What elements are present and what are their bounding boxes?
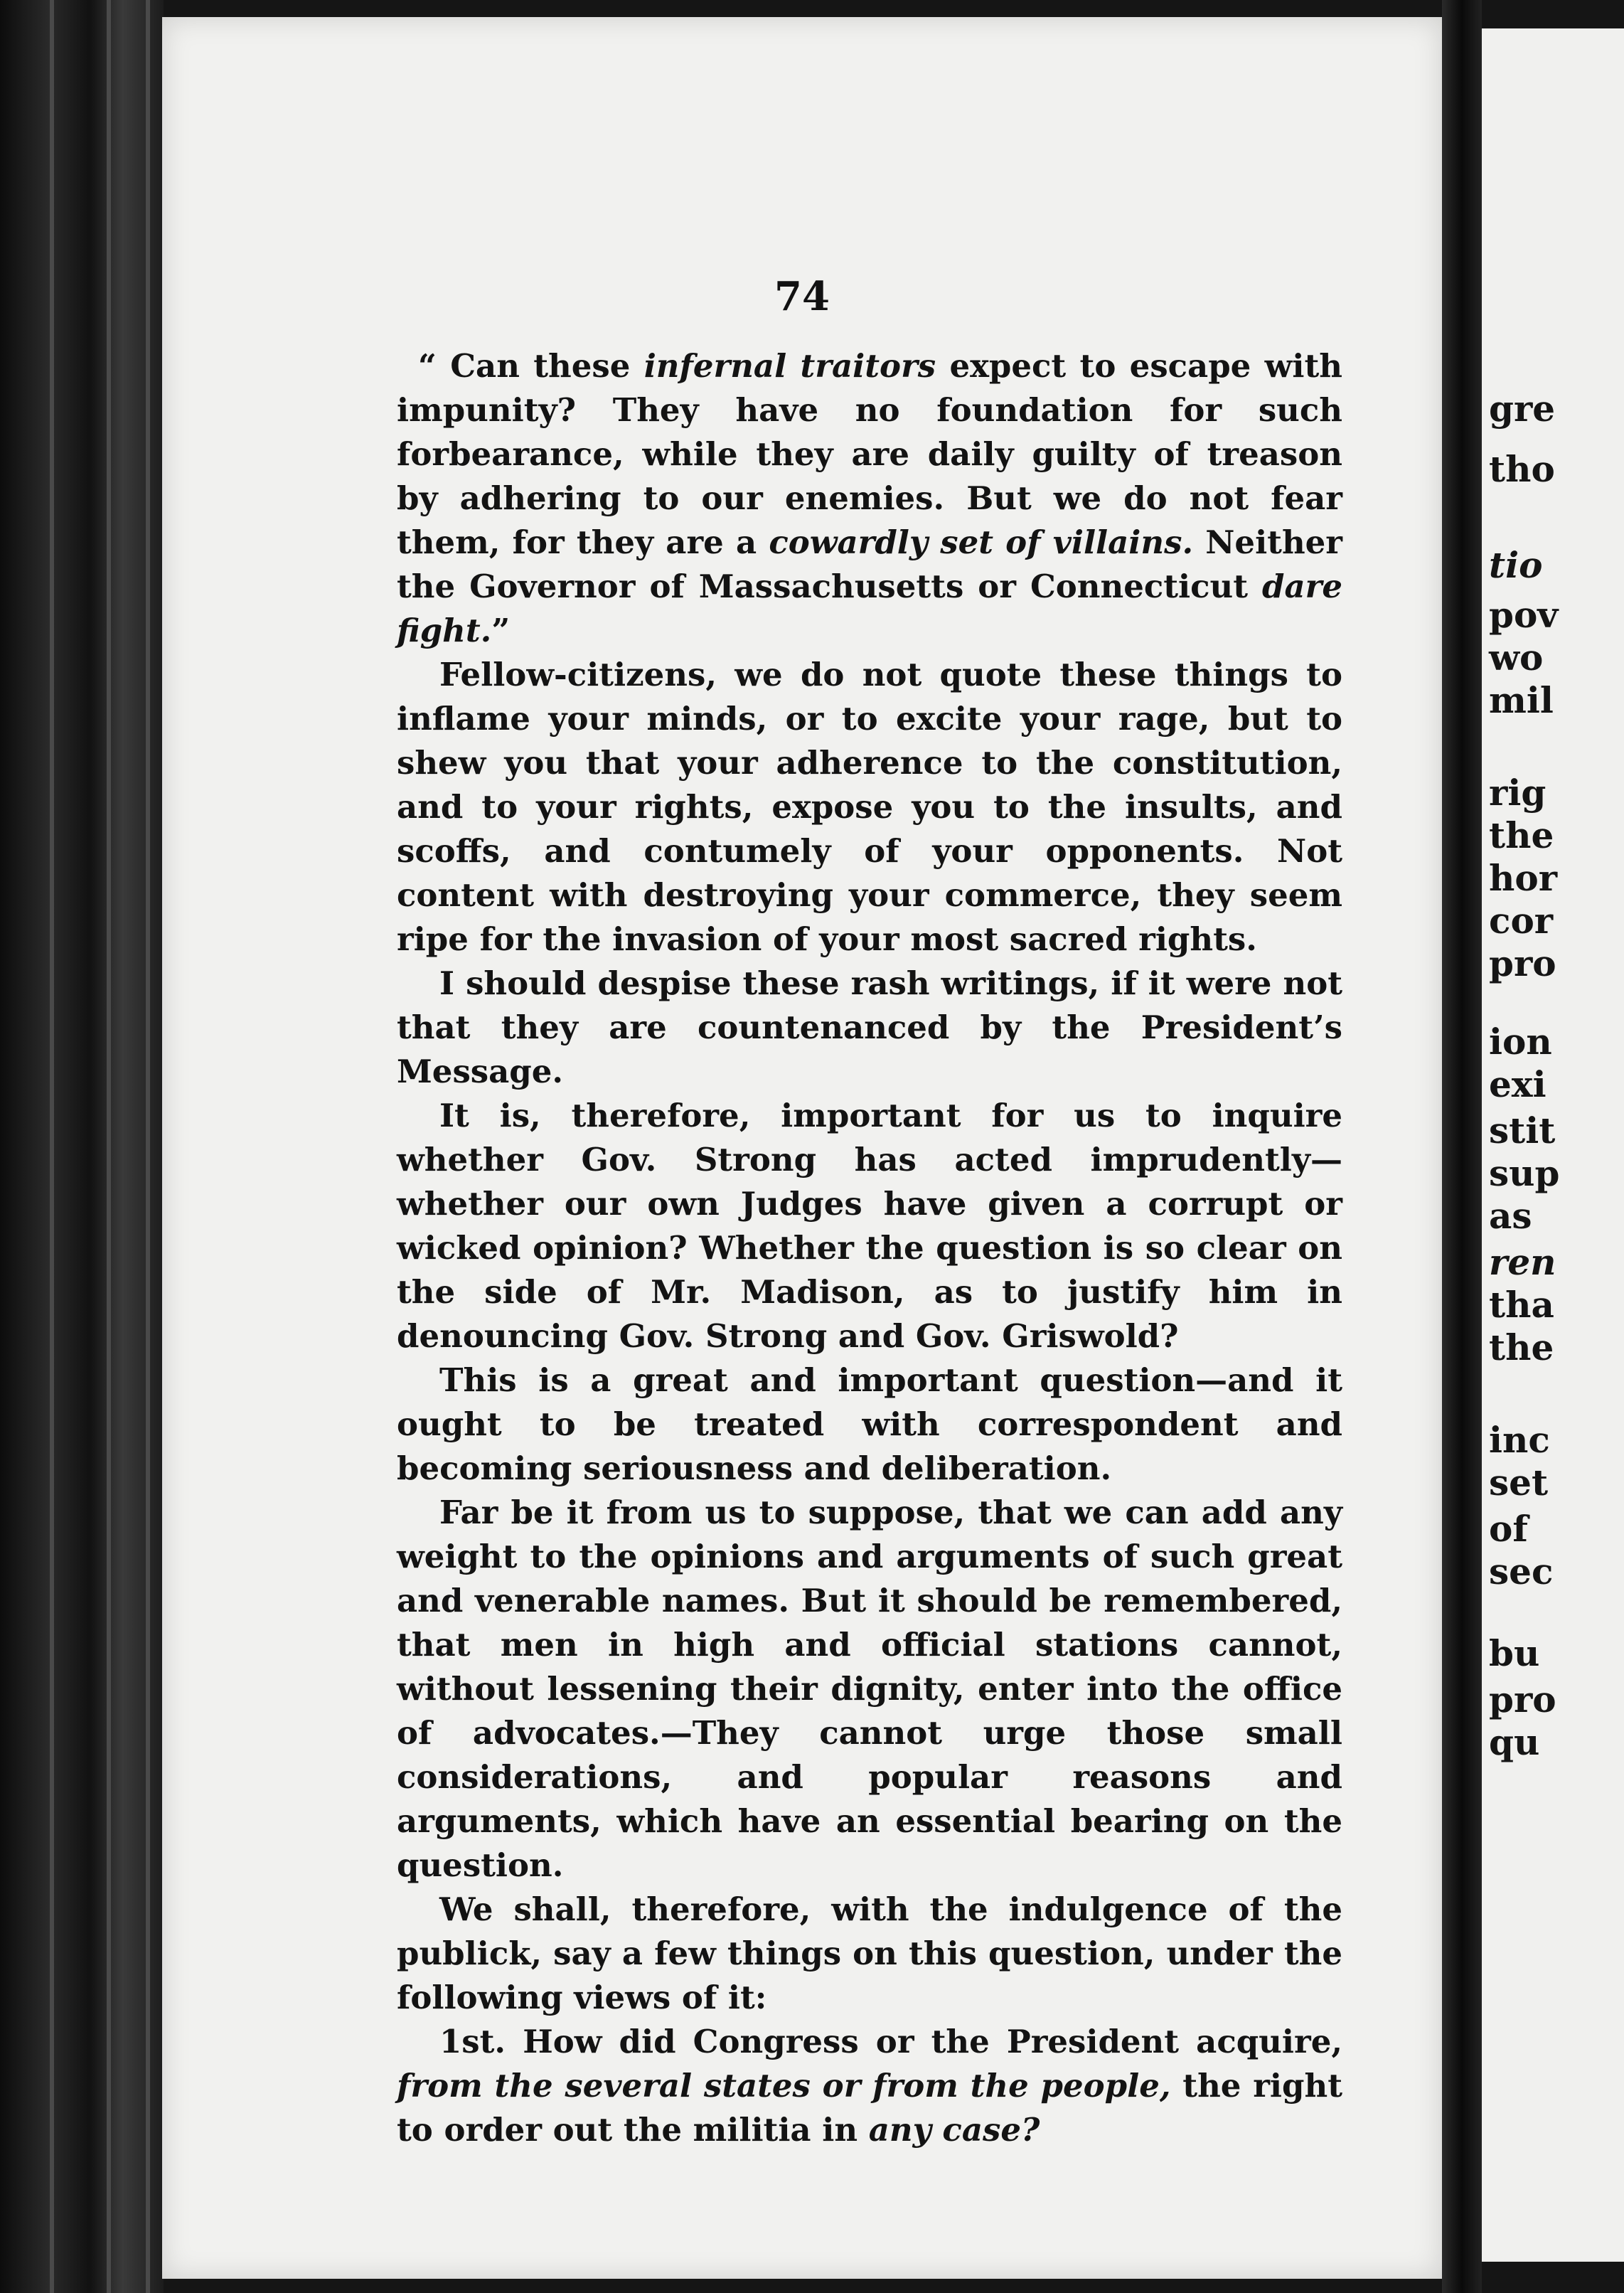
- facing-page-line: wo: [1489, 637, 1544, 679]
- text-run: ”: [491, 612, 511, 649]
- page-number: 74: [774, 273, 830, 320]
- italic-text-run: from the several states or from the people,: [397, 2067, 1171, 2105]
- binding-stripe: [146, 0, 150, 2293]
- paragraph: [397, 1888, 1342, 2020]
- facing-page-line: pro: [1489, 1678, 1556, 1720]
- facing-page-line: mil: [1489, 679, 1554, 721]
- text-run: expect to escape with impunity? They have no foundation for such forbearance, while they are daily guilty of treason by adhering to our enemies. But we do not fear them, for they are a: [397, 347, 1342, 561]
- facing-page-line: as: [1489, 1195, 1532, 1237]
- page-body-text: [397, 344, 1342, 2152]
- facing-page-line: ren: [1489, 1241, 1556, 1283]
- paragraph: [397, 653, 1342, 962]
- facing-page-line: of: [1489, 1508, 1528, 1550]
- paragraph: [397, 1094, 1342, 1358]
- facing-page-line: bu: [1489, 1632, 1540, 1674]
- facing-page-line: hor: [1489, 857, 1558, 899]
- paragraph: [397, 1491, 1342, 1888]
- book-binding-edge: [0, 0, 164, 2293]
- facing-page-line: the: [1489, 1326, 1554, 1368]
- facing-page-line: tio: [1489, 544, 1543, 586]
- text-run: We shall, therefore, with the indulgence of the publick, say a few things on this question, under the following views of it:: [397, 1890, 1342, 2016]
- facing-page-line: sup: [1489, 1152, 1560, 1194]
- text-run: This is a great and important question—and it ought to be treated with correspondent and becoming seriousness and deliberation.: [397, 1361, 1342, 1487]
- facing-page-line: qu: [1489, 1721, 1540, 1763]
- facing-page-line: gre: [1489, 388, 1556, 430]
- paragraph: [397, 344, 1342, 653]
- facing-page-line: pro: [1489, 942, 1556, 984]
- text-run: Neither the Governor of Massachusetts or Connecticut: [397, 523, 1343, 605]
- text-run: Fellow-citizens, we do not quote these things to inflame your minds, or to excite your rage, but to shew you that your adherence to the constitution, and to your rights, expose you to the insults, and scoffs, and contumely of your opponents. Not content with destroying your commerce, they seem ripe for the invasion of your most sacred rights.: [397, 656, 1342, 958]
- paragraph: [397, 1358, 1342, 1491]
- facing-page-line: cor: [1489, 900, 1554, 942]
- facing-page-line: the: [1489, 814, 1554, 856]
- text-run: the right to order out the militia in: [397, 2067, 1342, 2149]
- text-run: 1st. How did Congress or the President acquire,: [439, 2023, 1342, 2060]
- binding-stripe: [50, 0, 54, 2293]
- book-page: [162, 17, 1442, 2279]
- facing-page-line: pov: [1489, 594, 1559, 636]
- paragraph: [397, 962, 1342, 1094]
- italic-text-run: cowardly set of villains.: [769, 523, 1194, 561]
- paragraph: [397, 2020, 1342, 2152]
- facing-page-line: exi: [1489, 1063, 1546, 1105]
- facing-page-line: tha: [1489, 1284, 1554, 1326]
- facing-page-line: rig: [1489, 772, 1546, 814]
- text-run: “ Can these: [418, 347, 644, 385]
- text-run: It is, therefore, important for us to inquire whether Gov. Strong has acted imprudently—whether our own Judges have given a corrupt or wicked opinion? Whether the question is so clear on the side of Mr. Madison, as to justify him in denouncing Gov. Strong and Gov. Griswold?: [397, 1097, 1342, 1355]
- facing-page-line: tho: [1489, 448, 1555, 490]
- text-run: I should despise these rash writings, if it were not that they are countenanced by the President’s Message.: [397, 964, 1342, 1090]
- facing-page-line: sec: [1489, 1550, 1554, 1592]
- page-gutter: [1442, 0, 1482, 2293]
- facing-page-line: inc: [1489, 1419, 1550, 1461]
- facing-page-line: stit: [1489, 1110, 1556, 1151]
- facing-page-line: ion: [1489, 1021, 1552, 1063]
- binding-stripe: [107, 0, 111, 2293]
- text-run: Far be it from us to suppose, that we can add any weight to the opinions and arguments of such great and venerable names. But it should be remembered, that men in high and official stations cannot, without lessening their dignity, enter into the office of advocates.—They cannot urge those small considerations, and popular reasons and arguments, which have an essential bearing on the question.: [397, 1494, 1342, 1884]
- italic-text-run: any case?: [868, 2111, 1040, 2149]
- facing-page-fragment: [1482, 28, 1624, 2262]
- italic-text-run: infernal traitors: [643, 347, 936, 385]
- facing-page-line: set: [1489, 1462, 1549, 1504]
- italic-text-run: dare fight.: [397, 568, 1342, 649]
